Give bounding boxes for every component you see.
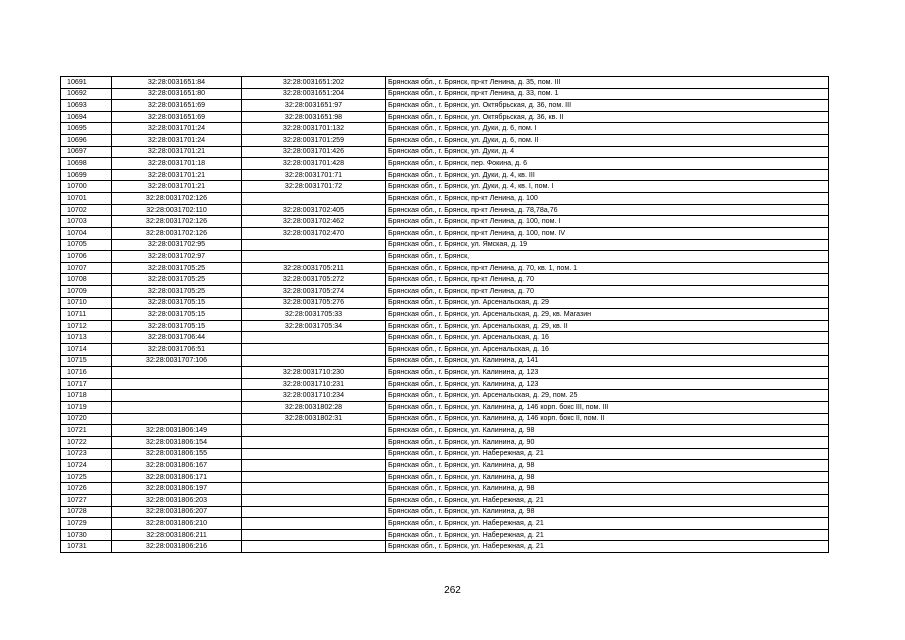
cadastral-number-cell: 32:28:0031706:51 bbox=[112, 344, 242, 356]
cadastral-number-cell: 32:28:0031707:106 bbox=[112, 355, 242, 367]
row-number-cell: 10728 bbox=[61, 506, 112, 518]
row-number-cell: 10723 bbox=[61, 448, 112, 460]
room-cadastral-number-cell bbox=[242, 471, 386, 483]
address-cell: Брянская обл., г. Брянск, ул. Арсенальская, д. 29, кв. II bbox=[386, 320, 829, 332]
address-cell: Брянская обл., г. Брянск, ул. Калинина, д. 98 bbox=[386, 471, 829, 483]
room-cadastral-number-cell: 32:28:0031802:31 bbox=[242, 413, 386, 425]
cadastral-number-cell: 32:28:0031702:95 bbox=[112, 239, 242, 251]
row-number-cell: 10725 bbox=[61, 471, 112, 483]
table-row bbox=[61, 425, 829, 437]
table-row bbox=[61, 251, 829, 263]
room-cadastral-number-cell: 32:28:0031705:272 bbox=[242, 274, 386, 286]
address-cell: Брянская обл., г. Брянск, ул. Калинина, д. 90 bbox=[386, 436, 829, 448]
row-number-cell: 10709 bbox=[61, 285, 112, 297]
address-cell: Брянская обл., г. Брянск, ул. Дуки, д. 4, кв. III bbox=[386, 169, 829, 181]
cadastral-number-cell: 32:28:0031651:69 bbox=[112, 111, 242, 123]
address-cell: Брянская обл., г. Брянск, ул. Набережная, д. 21 bbox=[386, 541, 829, 553]
room-cadastral-number-cell bbox=[242, 436, 386, 448]
page-number: 262 bbox=[444, 585, 461, 596]
cadastral-number-cell: 32:28:0031806:154 bbox=[112, 436, 242, 448]
address-cell: Брянская обл., г. Брянск, ул. Арсенальская, д. 29, кв. Магазин bbox=[386, 309, 829, 321]
cadastral-number-cell: 32:28:0031701:24 bbox=[112, 123, 242, 135]
room-cadastral-number-cell bbox=[242, 425, 386, 437]
room-cadastral-number-cell: 32:28:0031651:202 bbox=[242, 77, 386, 89]
row-number-cell: 10695 bbox=[61, 123, 112, 135]
row-number-cell: 10731 bbox=[61, 541, 112, 553]
address-cell: Брянская обл., г. Брянск, ул. Арсенальская, д. 16 bbox=[386, 332, 829, 344]
address-cell: Брянская обл., г. Брянск, ул. Ямская, д. 19 bbox=[386, 239, 829, 251]
table-row bbox=[61, 367, 829, 379]
room-cadastral-number-cell: 32:28:0031651:98 bbox=[242, 111, 386, 123]
cadastral-number-cell: 32:28:0031702:126 bbox=[112, 227, 242, 239]
address-cell: Брянская обл., г. Брянск, ул. Калинина, д. 123 bbox=[386, 378, 829, 390]
row-number-cell: 10724 bbox=[61, 460, 112, 472]
row-number-cell: 10716 bbox=[61, 367, 112, 379]
room-cadastral-number-cell: 32:28:0031702:405 bbox=[242, 204, 386, 216]
table-row bbox=[61, 402, 829, 414]
cadastral-number-cell: 32:28:0031702:110 bbox=[112, 204, 242, 216]
cadastral-number-cell: 32:28:0031705:25 bbox=[112, 274, 242, 286]
row-number-cell: 10697 bbox=[61, 146, 112, 158]
table-row bbox=[61, 460, 829, 472]
table-row bbox=[61, 169, 829, 181]
table-row bbox=[61, 297, 829, 309]
cadastral-number-cell: 32:28:0031806:167 bbox=[112, 460, 242, 472]
address-cell: Брянская обл., г. Брянск, ул. Октябрьская, д. 36, пом. III bbox=[386, 100, 829, 112]
row-number-cell: 10693 bbox=[61, 100, 112, 112]
cadastral-number-cell: 32:28:0031701:21 bbox=[112, 146, 242, 158]
address-cell: Брянская обл., г. Брянск, ул. Калинина, д. 123 bbox=[386, 367, 829, 379]
cadastral-number-cell: 32:28:0031701:18 bbox=[112, 158, 242, 170]
address-cell: Брянская обл., г. Брянск, ул. Калинина, д. 141 bbox=[386, 355, 829, 367]
table-row bbox=[61, 506, 829, 518]
cadastral-number-cell: 32:28:0031701:21 bbox=[112, 169, 242, 181]
room-cadastral-number-cell: 32:28:0031705:276 bbox=[242, 297, 386, 309]
address-cell: Брянская обл., г. Брянск, пр-кт Ленина, д. 33, пом. 1 bbox=[386, 88, 829, 100]
row-number-cell: 10702 bbox=[61, 204, 112, 216]
address-cell: Брянская обл., г. Брянск, ул. Арсенальская, д. 16 bbox=[386, 344, 829, 356]
room-cadastral-number-cell: 32:28:0031705:211 bbox=[242, 262, 386, 274]
table-row bbox=[61, 413, 829, 425]
table-row bbox=[61, 344, 829, 356]
cadastral-number-cell: 32:28:0031705:25 bbox=[112, 285, 242, 297]
cadastral-number-cell: 32:28:0031806:216 bbox=[112, 541, 242, 553]
row-number-cell: 10692 bbox=[61, 88, 112, 100]
row-number-cell: 10703 bbox=[61, 216, 112, 228]
row-number-cell: 10708 bbox=[61, 274, 112, 286]
cadastral-number-cell: 32:28:0031651:80 bbox=[112, 88, 242, 100]
cadastral-number-cell: 32:28:0031705:15 bbox=[112, 320, 242, 332]
address-cell: Брянская обл., г. Брянск, ул. Калинина, д. 146 корп. бокс II, пом. II bbox=[386, 413, 829, 425]
cadastral-number-cell bbox=[112, 413, 242, 425]
table-row bbox=[61, 285, 829, 297]
row-number-cell: 10713 bbox=[61, 332, 112, 344]
address-cell: Брянская обл., г. Брянск, ул. Дуки, д. 4, кв. I, пом. I bbox=[386, 181, 829, 193]
row-number-cell: 10721 bbox=[61, 425, 112, 437]
cadastral-number-cell: 32:28:0031705:15 bbox=[112, 297, 242, 309]
row-number-cell: 10727 bbox=[61, 494, 112, 506]
table-row bbox=[61, 494, 829, 506]
room-cadastral-number-cell bbox=[242, 483, 386, 495]
row-number-cell: 10720 bbox=[61, 413, 112, 425]
row-number-cell: 10710 bbox=[61, 297, 112, 309]
row-number-cell: 10696 bbox=[61, 135, 112, 147]
row-number-cell: 10715 bbox=[61, 355, 112, 367]
row-number-cell: 10711 bbox=[61, 309, 112, 321]
address-cell: Брянская обл., г. Брянск, ул. Калинина, д. 98 bbox=[386, 506, 829, 518]
table-row bbox=[61, 274, 829, 286]
table-row bbox=[61, 529, 829, 541]
address-cell: Брянская обл., г. Брянск, ул. Калинина, д. 98 bbox=[386, 425, 829, 437]
row-number-cell: 10700 bbox=[61, 181, 112, 193]
cadastral-number-cell: 32:28:0031806:210 bbox=[112, 518, 242, 530]
address-cell: Брянская обл., г. Брянск, bbox=[386, 251, 829, 263]
cadastral-number-cell: 32:28:0031702:126 bbox=[112, 193, 242, 205]
table-row bbox=[61, 332, 829, 344]
address-cell: Брянская обл., г. Брянск, ул. Набережная, д. 21 bbox=[386, 529, 829, 541]
room-cadastral-number-cell: 32:28:0031702:470 bbox=[242, 227, 386, 239]
room-cadastral-number-cell: 32:28:0031651:204 bbox=[242, 88, 386, 100]
room-cadastral-number-cell bbox=[242, 529, 386, 541]
address-cell: Брянская обл., г. Брянск, ул. Набережная, д. 21 bbox=[386, 518, 829, 530]
cadastral-number-cell: 32:28:0031702:97 bbox=[112, 251, 242, 263]
room-cadastral-number-cell bbox=[242, 518, 386, 530]
cadastral-number-cell bbox=[112, 378, 242, 390]
row-number-cell: 10719 bbox=[61, 402, 112, 414]
row-number-cell: 10707 bbox=[61, 262, 112, 274]
cadastral-number-cell: 32:28:0031651:69 bbox=[112, 100, 242, 112]
address-cell: Брянская обл., г. Брянск, ул. Калинина, д. 146 корп. бокс III, пом. III bbox=[386, 402, 829, 414]
address-cell: Брянская обл., г. Брянск, ул. Арсенальская, д. 29 bbox=[386, 297, 829, 309]
row-number-cell: 10717 bbox=[61, 378, 112, 390]
table-row bbox=[61, 158, 829, 170]
row-number-cell: 10705 bbox=[61, 239, 112, 251]
row-number-cell: 10726 bbox=[61, 483, 112, 495]
table-row bbox=[61, 88, 829, 100]
room-cadastral-number-cell bbox=[242, 541, 386, 553]
table-row bbox=[61, 123, 829, 135]
room-cadastral-number-cell: 32:28:0031702:462 bbox=[242, 216, 386, 228]
table-row bbox=[61, 77, 829, 89]
table-row bbox=[61, 355, 829, 367]
table-row bbox=[61, 204, 829, 216]
room-cadastral-number-cell bbox=[242, 355, 386, 367]
table-row bbox=[61, 262, 829, 274]
room-cadastral-number-cell: 32:28:0031705:274 bbox=[242, 285, 386, 297]
table-row bbox=[61, 309, 829, 321]
room-cadastral-number-cell bbox=[242, 448, 386, 460]
room-cadastral-number-cell: 32:28:0031705:33 bbox=[242, 309, 386, 321]
row-number-cell: 10722 bbox=[61, 436, 112, 448]
room-cadastral-number-cell: 32:28:0031710:234 bbox=[242, 390, 386, 402]
property-table bbox=[60, 76, 829, 553]
room-cadastral-number-cell bbox=[242, 239, 386, 251]
cadastral-number-cell: 32:28:0031806:149 bbox=[112, 425, 242, 437]
address-cell: Брянская обл., г. Брянск, ул. Дуки, д. 6, пом. II bbox=[386, 135, 829, 147]
cadastral-number-cell: 32:28:0031705:25 bbox=[112, 262, 242, 274]
room-cadastral-number-cell bbox=[242, 494, 386, 506]
row-number-cell: 10698 bbox=[61, 158, 112, 170]
cadastral-number-cell: 32:28:0031806:203 bbox=[112, 494, 242, 506]
row-number-cell: 10714 bbox=[61, 344, 112, 356]
table-row bbox=[61, 436, 829, 448]
table-row bbox=[61, 181, 829, 193]
address-cell: Брянская обл., г. Брянск, ул. Арсенальская, д. 29, пом. 25 bbox=[386, 390, 829, 402]
address-cell: Брянская обл., г. Брянск, ул. Набережная, д. 21 bbox=[386, 494, 829, 506]
table-row bbox=[61, 541, 829, 553]
room-cadastral-number-cell: 32:28:0031701:72 bbox=[242, 181, 386, 193]
row-number-cell: 10701 bbox=[61, 193, 112, 205]
cadastral-number-cell: 32:28:0031701:24 bbox=[112, 135, 242, 147]
table-row bbox=[61, 227, 829, 239]
table-row bbox=[61, 471, 829, 483]
room-cadastral-number-cell: 32:28:0031710:230 bbox=[242, 367, 386, 379]
room-cadastral-number-cell: 32:28:0031701:426 bbox=[242, 146, 386, 158]
address-cell: Брянская обл., г. Брянск, пр-кт Ленина, д. 70, кв. 1, пом. 1 bbox=[386, 262, 829, 274]
address-cell: Брянская обл., г. Брянск, ул. Октябрьская, д. 36, кв. II bbox=[386, 111, 829, 123]
table-row bbox=[61, 111, 829, 123]
cadastral-number-cell: 32:28:0031806:171 bbox=[112, 471, 242, 483]
row-number-cell: 10730 bbox=[61, 529, 112, 541]
address-cell: Брянская обл., г. Брянск, пр-кт Ленина, д. 70 bbox=[386, 285, 829, 297]
row-number-cell: 10704 bbox=[61, 227, 112, 239]
cadastral-number-cell bbox=[112, 367, 242, 379]
row-number-cell: 10729 bbox=[61, 518, 112, 530]
room-cadastral-number-cell: 32:28:0031701:259 bbox=[242, 135, 386, 147]
row-number-cell: 10691 bbox=[61, 77, 112, 89]
cadastral-number-cell: 32:28:0031651:84 bbox=[112, 77, 242, 89]
cadastral-number-cell bbox=[112, 402, 242, 414]
row-number-cell: 10706 bbox=[61, 251, 112, 263]
cadastral-number-cell: 32:28:0031701:21 bbox=[112, 181, 242, 193]
room-cadastral-number-cell bbox=[242, 344, 386, 356]
cadastral-number-cell: 32:28:0031806:207 bbox=[112, 506, 242, 518]
row-number-cell: 10712 bbox=[61, 320, 112, 332]
table-row bbox=[61, 146, 829, 158]
table-row bbox=[61, 483, 829, 495]
table-row bbox=[61, 448, 829, 460]
address-cell: Брянская обл., г. Брянск, пер. Фокина, д. 6 bbox=[386, 158, 829, 170]
table-body bbox=[61, 77, 829, 553]
cadastral-number-cell: 32:28:0031806:197 bbox=[112, 483, 242, 495]
table-row bbox=[61, 320, 829, 332]
cadastral-number-cell: 32:28:0031806:211 bbox=[112, 529, 242, 541]
address-cell: Брянская обл., г. Брянск, пр-кт Ленина, д. 100, пом. IV bbox=[386, 227, 829, 239]
room-cadastral-number-cell bbox=[242, 506, 386, 518]
cadastral-number-cell bbox=[112, 390, 242, 402]
cadastral-number-cell: 32:28:0031806:155 bbox=[112, 448, 242, 460]
address-cell: Брянская обл., г. Брянск, ул. Калинина, д. 98 bbox=[386, 483, 829, 495]
table-row bbox=[61, 518, 829, 530]
table-row bbox=[61, 239, 829, 251]
address-cell: Брянская обл., г. Брянск, пр-кт Ленина, д. 78,78а,76 bbox=[386, 204, 829, 216]
cadastral-number-cell: 32:28:0031702:126 bbox=[112, 216, 242, 228]
room-cadastral-number-cell: 32:28:0031802:28 bbox=[242, 402, 386, 414]
address-cell: Брянская обл., г. Брянск, ул. Дуки, д. 4 bbox=[386, 146, 829, 158]
room-cadastral-number-cell: 32:28:0031710:231 bbox=[242, 378, 386, 390]
address-cell: Брянская обл., г. Брянск, пр-кт Ленина, д. 100 bbox=[386, 193, 829, 205]
table-row bbox=[61, 193, 829, 205]
cadastral-number-cell: 32:28:0031705:15 bbox=[112, 309, 242, 321]
room-cadastral-number-cell: 32:28:0031705:34 bbox=[242, 320, 386, 332]
address-cell: Брянская обл., г. Брянск, ул. Калинина, д. 98 bbox=[386, 460, 829, 472]
address-cell: Брянская обл., г. Брянск, ул. Дуки, д. 6, пом. I bbox=[386, 123, 829, 135]
row-number-cell: 10718 bbox=[61, 390, 112, 402]
cadastral-number-cell: 32:28:0031706:44 bbox=[112, 332, 242, 344]
room-cadastral-number-cell bbox=[242, 193, 386, 205]
address-cell: Брянская обл., г. Брянск, пр-кт Ленина, д. 100, пом. I bbox=[386, 216, 829, 228]
room-cadastral-number-cell: 32:28:0031701:71 bbox=[242, 169, 386, 181]
room-cadastral-number-cell: 32:28:0031701:132 bbox=[242, 123, 386, 135]
room-cadastral-number-cell bbox=[242, 332, 386, 344]
table-row bbox=[61, 135, 829, 147]
row-number-cell: 10694 bbox=[61, 111, 112, 123]
address-cell: Брянская обл., г. Брянск, ул. Набережная, д. 21 bbox=[386, 448, 829, 460]
table-row bbox=[61, 390, 829, 402]
table-row bbox=[61, 378, 829, 390]
address-cell: Брянская обл., г. Брянск, пр-кт Ленина, д. 35, пом. III bbox=[386, 77, 829, 89]
room-cadastral-number-cell bbox=[242, 251, 386, 263]
row-number-cell: 10699 bbox=[61, 169, 112, 181]
table-row bbox=[61, 216, 829, 228]
address-cell: Брянская обл., г. Брянск, пр-кт Ленина, д. 70 bbox=[386, 274, 829, 286]
room-cadastral-number-cell bbox=[242, 460, 386, 472]
room-cadastral-number-cell: 32:28:0031651:97 bbox=[242, 100, 386, 112]
table-row bbox=[61, 100, 829, 112]
room-cadastral-number-cell: 32:28:0031701:428 bbox=[242, 158, 386, 170]
